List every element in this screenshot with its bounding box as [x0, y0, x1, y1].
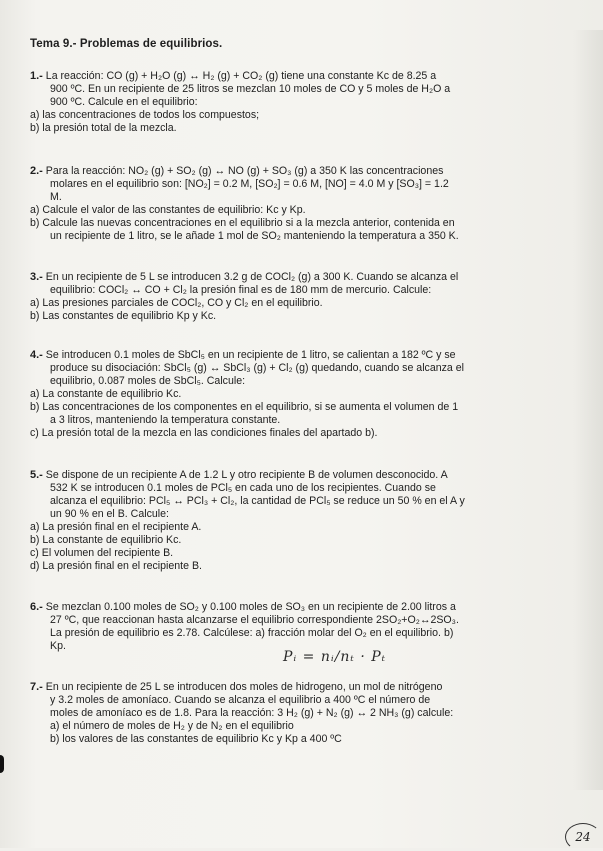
sub-question: d) La presión final en el recipiente B.	[30, 560, 202, 572]
statement-line: produce su disociación: SbCl₅ (g) ↔ SbCl₃ (g) + Cl₂ (g) quedando, cuando se alcanza el	[50, 362, 464, 374]
statement-line: Kp.	[50, 640, 66, 652]
problem-6-statement	[30, 601, 578, 653]
problem-5-statement	[30, 469, 578, 521]
statement-line: Se mezclan 0.100 moles de SO₂ y 0.100 moles de SO₃ en un recipiente de 2.00 litros a	[45, 601, 456, 613]
problem-7	[30, 681, 578, 746]
problem-number: 2.-	[30, 165, 43, 177]
problem-6	[30, 601, 578, 653]
statement-line: Para la reacción: NO₂ (g) + SO₂ (g) ↔ NO (g) + SO₃ (g) a 350 K las concentraciones	[45, 165, 444, 177]
statement-line: equilibrio: COCl₂ ↔ CO + Cl₂ la presión final es de 180 mm de mercurio. Calcule:	[50, 284, 432, 296]
problem-2-statement	[30, 165, 578, 204]
sub-question: b) Las concentraciones de los componentes en el equilibrio, si se aumenta el volumen de 1	[30, 401, 459, 413]
problem-2	[30, 165, 578, 243]
sub-question: b) Las constantes de equilibrio Kp y Kc.	[30, 310, 217, 322]
statement-line: En un recipiente de 5 L se introducen 3.2 g de COCl₂ (g) a 300 K. Cuando se alcanza el	[45, 271, 459, 283]
statement-line: M.	[50, 191, 62, 203]
statement-line: un 90 % en el B. Calcule:	[50, 508, 169, 520]
problem-number: 3.-	[30, 271, 43, 283]
statement-line: 532 K se introducen 0.1 moles de PCl₅ en cada uno de los recipientes. Cuando se	[50, 482, 436, 494]
problem-4	[30, 349, 578, 440]
sub-question: c) El volumen del recipiente B.	[30, 547, 174, 559]
statement-line: molares en el equilibrio son: [NO₂] = 0.2 M, [SO₂] = 0.6 M, [NO] = 4.0 M y [SO₃] = 1.2	[50, 178, 449, 190]
sub-question: a) las concentraciones de todos los compuestos;	[30, 109, 260, 121]
statement-line: 27 ºC, que reaccionan hasta alcanzarse el equilibrio correspondiente 2SO₂+O₂↔2SO₃.	[50, 614, 459, 626]
problem-number: 1.-	[30, 70, 43, 82]
problem-3	[30, 271, 578, 323]
problem-7-statement	[30, 681, 578, 720]
statement-line: y 3.2 moles de amoníaco. Cuando se alcanza el equilibrio a 400 ºC el número de	[50, 694, 431, 706]
sub-question-continuation: un recipiente de 1 litro, se le añade 1 mol de SO₂ manteniendo la temperatura a 350 K.	[50, 230, 459, 242]
page-title: Tema 9.- Problemas de equilibrios.	[30, 38, 223, 50]
sub-question: b) Calcule las nuevas concentraciones en el equilibrio si a la mezcla anterior, contenida en	[30, 217, 455, 229]
sub-question: b) La constante de equilibrio Kc.	[30, 534, 182, 546]
sub-question: b) la presión total de la mezcla.	[30, 122, 177, 134]
problem-number: 7.-	[30, 681, 43, 693]
sub-question: a) Calcule el valor de las constantes de equilibrio: Kc y Kp.	[30, 204, 306, 216]
binder-hole	[0, 755, 4, 773]
problem-1	[30, 70, 578, 135]
problem-4-statement	[30, 349, 578, 388]
problem-1-statement	[30, 70, 578, 109]
sub-question: a) La presión final en el recipiente A.	[30, 521, 202, 533]
problem-number: 5.-	[30, 469, 43, 481]
statement-line: La presión de equilibrio es 2.78. Calcúlese: a) fracción molar del O₂ en el equilibrio. b)	[50, 627, 454, 639]
statement-line: alcanza el equilibrio: PCl₅ ↔ PCl₃ + Cl₂, la cantidad de PCl₅ se reduce un 50 % en el A y	[50, 495, 465, 507]
statement-line: 900 ºC. En un recipiente de 25 litros se mezclan 10 moles de CO y 5 moles de H₂O a	[50, 83, 451, 95]
statement-line: 900 ºC. Calcule en el equilibrio:	[50, 96, 198, 108]
statement-line: La reacción: CO (g) + H₂O (g) ↔ H₂ (g) + CO₂ (g) tiene una constante Kc de 8.25 a	[45, 70, 437, 82]
handwritten-formula: Pᵢ = nᵢ/nₜ · Pₜ	[283, 649, 387, 665]
sub-question: b) los valores de las constantes de equilibrio Kc y Kp a 400 ºC	[50, 733, 342, 745]
handwritten-page-number: 24	[565, 823, 601, 851]
sub-question: c) La presión total de la mezcla en las condiciones finales del apartado b).	[30, 427, 378, 439]
sub-question: a) La constante de equilibrio Kc.	[30, 388, 182, 400]
sub-question-continuation: a 3 litros, manteniendo la temperatura constante.	[50, 414, 281, 426]
statement-line: moles de amoníaco es de 1.8. Para la reacción: 3 H₂ (g) + N₂ (g) ↔ 2 NH₃ (g) calcule:	[50, 707, 454, 719]
problem-5	[30, 469, 578, 573]
sub-question: a) el número de moles de H₂ y de N₂ en el equilibrio	[50, 720, 294, 732]
statement-line: Se dispone de un recipiente A de 1.2 L y otro recipiente B de volumen desconocido. A	[45, 469, 448, 481]
statement-line: Se introducen 0.1 moles de SbCl₅ en un recipiente de 1 litro, se calientan a 182 ºC y se	[45, 349, 456, 361]
problem-number: 4.-	[30, 349, 43, 361]
sub-question: a) Las presiones parciales de COCl₂, CO y Cl₂ en el equilibrio.	[30, 297, 323, 309]
problem-number: 6.-	[30, 601, 43, 613]
statement-line: En un recipiente de 25 L se introducen dos moles de hidrogeno, un mol de nitrógeno	[45, 681, 443, 693]
problem-3-statement	[30, 271, 578, 297]
statement-line: equilibrio, 0.087 moles de SbCl₅. Calcule:	[50, 375, 246, 387]
